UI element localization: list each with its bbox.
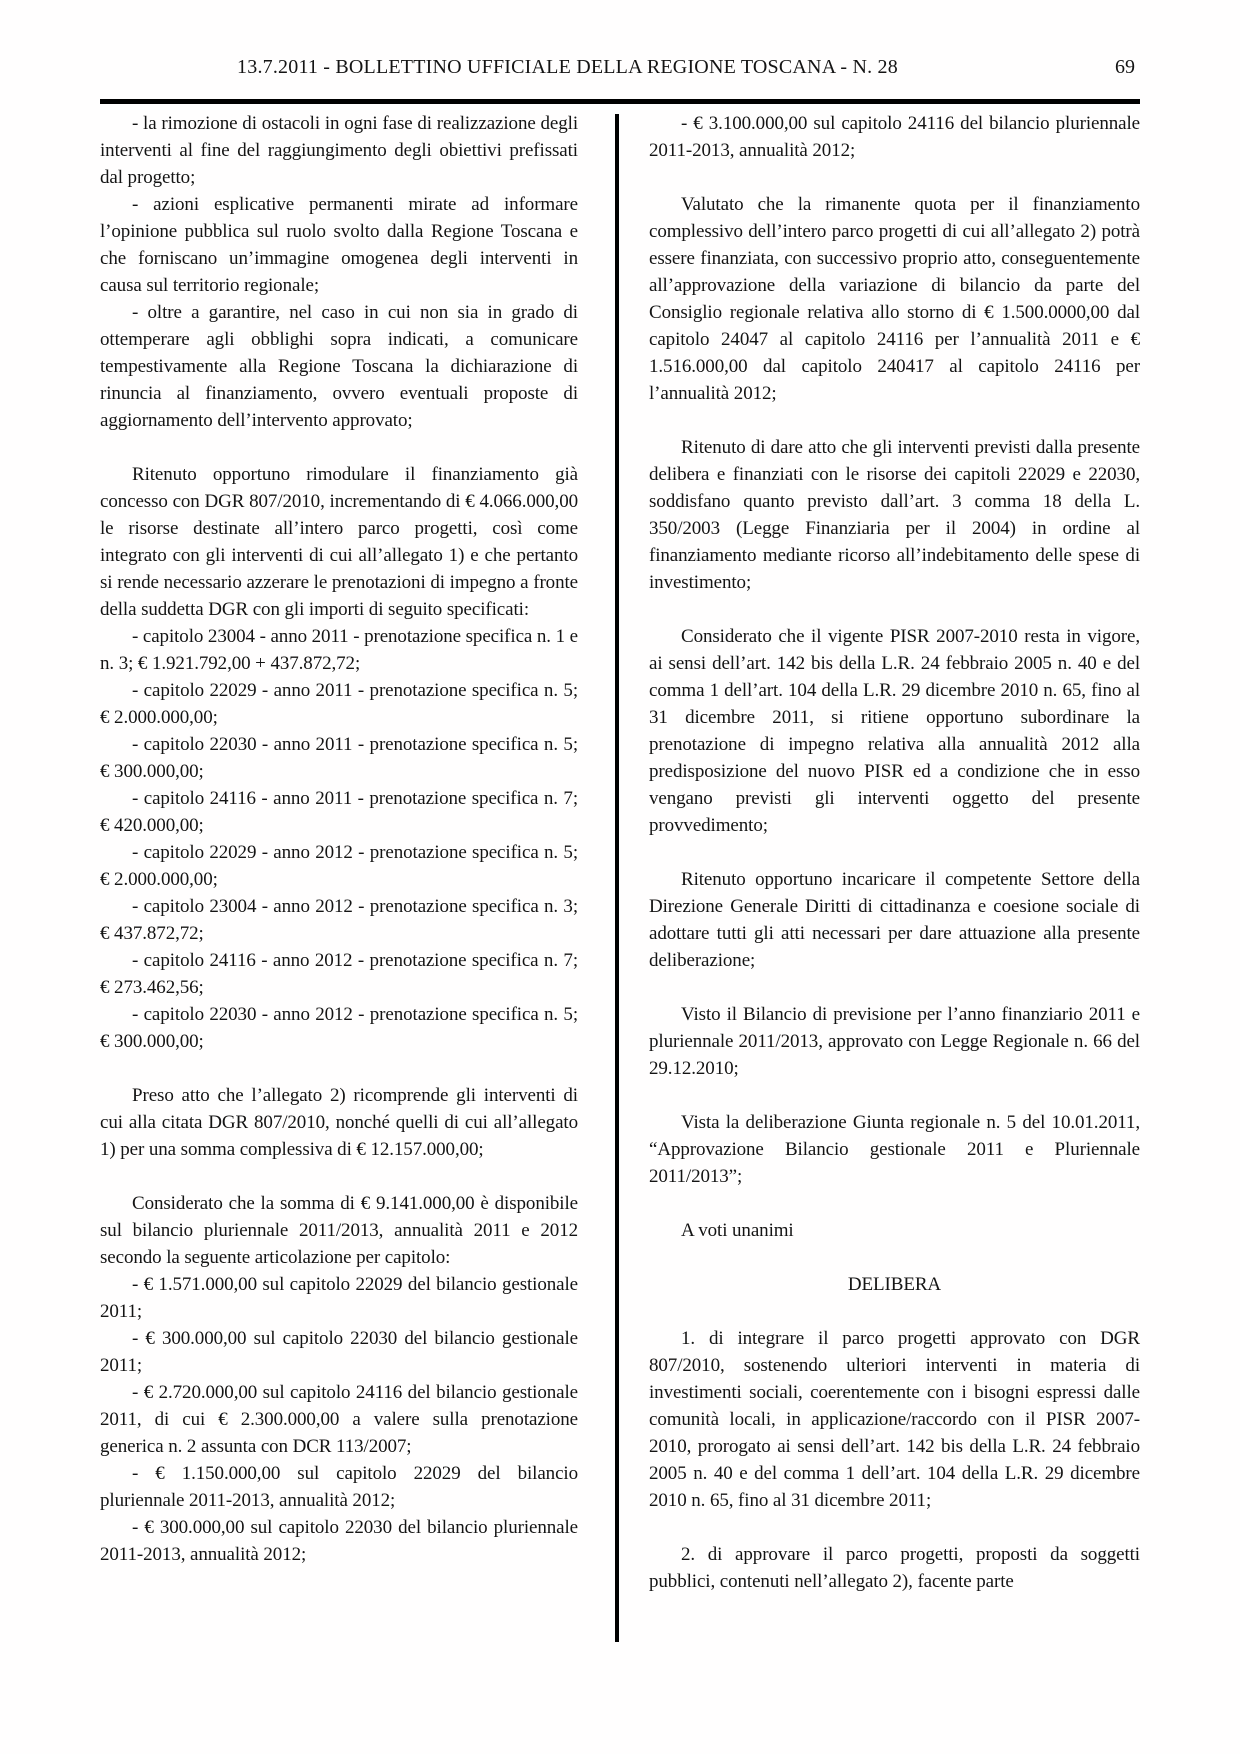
paragraph: Preso atto che l’allegato 2) ricomprende gli interventi di cui alla citata DGR 807/2010, nonché quelli di cui all’allegato 1) per una somma complessiva di € 12.157.000,00;: [100, 1085, 578, 1160]
column-divider: [615, 114, 619, 1642]
right-column: [649, 110, 1140, 1595]
paragraph: - € 2.720.000,00 sul capitolo 24116 del bilancio gestionale 2011, di cui € 2.300.000,00 a valere sulla prenotazione generica n. 2 assunta con DCR 113/2007;: [100, 1382, 578, 1457]
paragraph: Valutato che la rimanente quota per il finanziamento complessivo dell’intero parco progetti di cui all’allegato 2) potrà essere finanziata, con successivo proprio atto, conseguentemente all’approvazione della variazione di bilancio da parte del Consiglio regionale relativa allo storno di € 1.500.0000,00 dal capitolo 24047 al capitolo 24116 per l’annualità 2011 e € 1.516.000,00 dal capitolo 240417 al capitolo 24116 per l’annualità 2012;: [649, 194, 1140, 404]
paragraph: 2. di approvare il parco progetti, proposti da soggetti pubblici, contenuti nell’allegato 2), facente parte: [649, 1544, 1140, 1592]
paragraph: - capitolo 22029 - anno 2011 - prenotazione specifica n. 5; € 2.000.000,00;: [100, 680, 578, 728]
paragraph: Ritenuto opportuno rimodulare il finanziamento già concesso con DGR 807/2010, incrementando di € 4.066.000,00 le risorse destinate all’intero parco progetti, così come integrato con gli interventi di cui all’allegato 1) e che pertanto si rende necessario azzerare le prenotazioni di impegno a fronte della suddetta DGR con gli importi di seguito specificati:: [100, 464, 578, 620]
paragraph: - € 300.000,00 sul capitolo 22030 del bilancio pluriennale 2011-2013, annualità 2012;: [100, 1517, 578, 1565]
paragraph: - € 3.100.000,00 sul capitolo 24116 del bilancio pluriennale 2011-2013, annualità 2012;: [649, 113, 1140, 161]
paragraph: Ritenuto di dare atto che gli interventi previsti dalla presente delibera e finanziati con le risorse dei capitoli 22029 e 22030, soddisfano quanto previsto dall’art. 3 comma 18 della L. 350/2003 (Legge Finanziaria per il 2004) in ordine al finanziamento mediante ricorso all’indebitamento delle spese di investimento;: [649, 437, 1140, 593]
paragraph: - azioni esplicative permanenti mirate ad informare l’opinione pubblica sul ruolo svolto dalla Regione Toscana e che forniscano un’immagine omogenea degli interventi in causa sul territorio regionale;: [100, 194, 578, 296]
paragraph: A voti unanimi: [681, 1220, 794, 1241]
paragraph: - capitolo 24116 - anno 2011 - prenotazione specifica n. 7; € 420.000,00;: [100, 788, 578, 836]
paragraph: - capitolo 24116 - anno 2012 - prenotazione specifica n. 7; € 273.462,56;: [100, 950, 578, 998]
page-number: 69: [1115, 56, 1135, 78]
page-header-title: 13.7.2011 - BOLLETTINO UFFICIALE DELLA REGIONE TOSCANA - N. 28: [237, 56, 898, 78]
paragraph: - oltre a garantire, nel caso in cui non sia in grado di ottemperare agli obblighi sopra indicati, a comunicare tempestivamente alla Regione Toscana la dichiarazione di rinuncia al finanziamento, ovvero eventuali proposte di aggiornamento dell’intervento approvato;: [100, 302, 578, 431]
paragraph: - la rimozione di ostacoli in ogni fase di realizzazione degli interventi al fine del raggiungimento degli obiettivi prefissati dal progetto;: [100, 113, 578, 188]
paragraph: Visto il Bilancio di previsione per l’anno finanziario 2011 e pluriennale 2011/2013, approvato con Legge Regionale n. 66 del 29.12.2010;: [649, 1004, 1140, 1079]
paragraph: Vista la deliberazione Giunta regionale n. 5 del 10.01.2011, “Approvazione Bilancio gestionale 2011 e Pluriennale 2011/2013”;: [649, 1112, 1140, 1187]
left-column: [100, 110, 578, 1568]
paragraph: 1. di integrare il parco progetti approvato con DGR 807/2010, sostenendo ulteriori interventi in materia di investimenti sociali, coerentemente con i bisogni espressi dalle comunità locali, in applicazione/raccordo con il PISR 2007-2010, prorogato ai sensi dell’art. 142 bis della L.R. 24 febbraio 2005 n. 40 e del comma 1 dell’art. 104 della L.R. 29 dicembre 2010 n. 65, fino al 31 dicembre 2011;: [649, 1328, 1140, 1511]
paragraph: - capitolo 23004 - anno 2012 - prenotazione specifica n. 3; € 437.872,72;: [100, 896, 578, 944]
delibera-heading: DELIBERA: [847, 1274, 942, 1295]
paragraph: - € 1.571.000,00 sul capitolo 22029 del bilancio gestionale 2011;: [100, 1274, 578, 1322]
paragraph: - € 1.150.000,00 sul capitolo 22029 del bilancio pluriennale 2011-2013, annualità 2012;: [100, 1463, 578, 1511]
paragraph: Considerato che la somma di € 9.141.000,00 è disponibile sul bilancio pluriennale 2011/2013, annualità 2011 e 2012 secondo la seguente articolazione per capitolo:: [100, 1193, 578, 1268]
paragraph: - capitolo 22030 - anno 2011 - prenotazione specifica n. 5; € 300.000,00;: [100, 734, 578, 782]
paragraph: - capitolo 22029 - anno 2012 - prenotazione specifica n. 5; € 2.000.000,00;: [100, 842, 578, 890]
paragraph: - capitolo 22030 - anno 2012 - prenotazione specifica n. 5; € 300.000,00;: [100, 1004, 578, 1052]
paragraph: - € 300.000,00 sul capitolo 22030 del bilancio gestionale 2011;: [100, 1328, 578, 1376]
paragraph: - capitolo 23004 - anno 2011 - prenotazione specifica n. 1 e n. 3; € 1.921.792,00 + 437.872,72;: [100, 626, 578, 674]
paragraph: Considerato che il vigente PISR 2007-2010 resta in vigore, ai sensi dell’art. 142 bis della L.R. 24 febbraio 2005 n. 40 e del comma 1 dell’art. 104 della L.R. 29 dicembre 2010 n. 65, fino al 31 dicembre 2011, si ritiene opportuno subordinare la prenotazione di impegno relativa alla annualità 2012 alla predisposizione del nuovo PISR ed a condizione che in esso vengano previsti gli interventi oggetto del presente provvedimento;: [649, 626, 1140, 836]
header-rule: [100, 99, 1140, 104]
paragraph: Ritenuto opportuno incaricare il competente Settore della Direzione Generale Diritti di cittadinanza e coesione sociale di adottare tutti gli atti necessari per dare attuazione alla presente deliberazione;: [649, 869, 1140, 971]
